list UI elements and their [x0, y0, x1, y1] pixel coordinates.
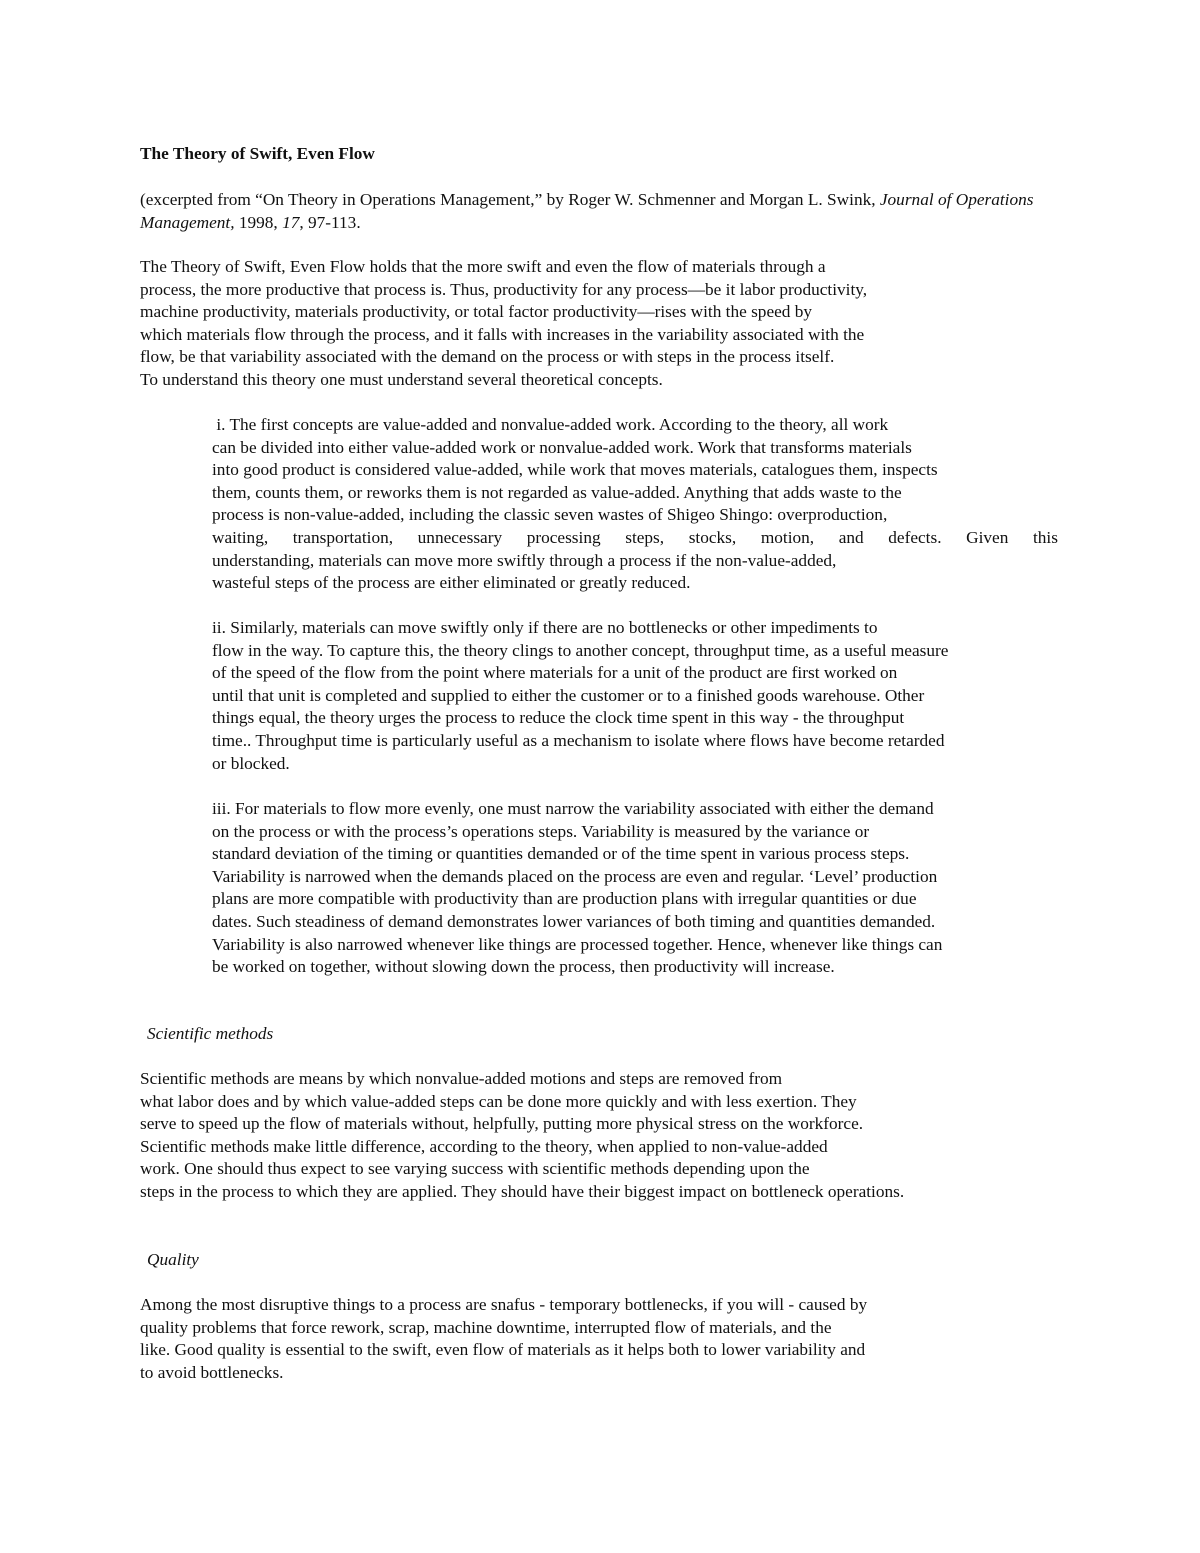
concept-iii-paragraph — [212, 798, 942, 979]
intro-line: To understand this theory one must understand several theoretical concepts. — [140, 369, 663, 389]
concept-i-justified-line — [212, 527, 1058, 550]
quality-line: to avoid bottlenecks. — [140, 1362, 284, 1382]
citation-prefix: (excerpted from “On Theory in Operations Management,” by Roger W. Schmenner and Morgan L. Swink, — [140, 190, 880, 209]
citation — [140, 189, 1070, 234]
scientific-line: Scientific methods make little difference, according to the theory, when applied to non-value-added — [140, 1136, 828, 1156]
concept-iii-line: Variability is narrowed when the demands placed on the process are even and regular. ‘Level’ production — [212, 866, 938, 886]
scientific-line: what labor does and by which value-added steps can be done more quickly and with less exertion. They — [140, 1091, 857, 1111]
quality-line: quality problems that force rework, scrap, machine downtime, interrupted flow of materials, and the — [140, 1317, 832, 1337]
scientific-line: Scientific methods are means by which nonvalue-added motions and steps are removed from — [140, 1069, 783, 1088]
scientific-line: steps in the process to which they are applied. They should have their biggest impact on bottleneck operations. — [140, 1181, 905, 1201]
concept-ii-line: flow in the way. To capture this, the theory clings to another concept, throughput time, as a useful measure — [212, 640, 949, 660]
quality-line: like. Good quality is essential to the swift, even flow of materials as it helps both to lower variability and — [140, 1340, 866, 1360]
scientific-line: serve to speed up the flow of materials without, helpfully, putting more physical stress on the workforce. — [140, 1114, 864, 1134]
concept-iii-line: plans are more compatible with productivity than are production plans with irregular quantities or due — [212, 889, 917, 909]
concept-i-line: can be divided into either value-added work or nonvalue-added work. Work that transforms materials — [212, 437, 912, 457]
concept-i-line: into good product is considered value-added, while work that moves materials, catalogues them, inspects — [212, 460, 938, 480]
concept-ii-line: of the speed of the flow from the point where materials for a unit of the product are first worked on — [212, 663, 898, 683]
intro-line: which materials flow through the process, and it falls with increases in the variability associated with the — [140, 324, 865, 344]
concept-i-line: i. The first concepts are value-added and nonvalue-added work. According to the theory, all work — [212, 415, 889, 434]
scientific-methods-heading: Scientific methods — [147, 1024, 274, 1043]
concept-i-paragraph — [212, 414, 1058, 595]
quality-heading: Quality — [147, 1250, 199, 1269]
justified-word: and — [838, 527, 864, 547]
citation-journal: Journal of Operations Management, — [140, 190, 1034, 232]
intro-line: machine productivity, materials productivity, or total factor productivity—rises with the speed by — [140, 302, 813, 322]
concept-i-line: understanding, materials can move more swiftly through a process if the non-value-added, — [212, 550, 837, 570]
concept-i-line: process is non-value-added, including the classic seven wastes of Shigeo Shingo: overproduction, — [212, 505, 888, 525]
justified-word: unnecessary — [417, 527, 503, 547]
concept-i-line: them, counts them, or reworks them is not regarded as value-added. Anything that adds waste to the — [212, 482, 902, 502]
intro-line: flow, be that variability associated with the demand on the process or with steps in the process itself. — [140, 347, 835, 367]
concept-iii-line: Variability is also narrowed whenever like things are processed together. Hence, whenever like things can — [212, 934, 943, 954]
justified-word: processing — [526, 527, 601, 547]
justified-word: defects. — [888, 527, 942, 547]
citation-volume: 17 — [282, 212, 300, 232]
justified-word: stocks, — [688, 527, 737, 547]
citation-year: 1998, — [234, 212, 283, 232]
concept-ii-line: things equal, the theory urges the process to reduce the clock time spent in this way - the throughput — [212, 708, 905, 728]
scientific-line: work. One should thus expect to see varying success with scientific methods depending upon the — [140, 1159, 810, 1179]
citation-pages: , 97-113. — [299, 212, 361, 232]
scientific-methods-paragraph — [140, 1068, 904, 1204]
justified-word: motion, — [760, 527, 815, 547]
concept-ii-paragraph — [212, 617, 948, 775]
justified-word: steps, — [625, 527, 665, 547]
document-title: The Theory of Swift, Even Flow — [140, 144, 375, 163]
justified-word: waiting, — [212, 527, 269, 547]
justified-word: Given — [966, 527, 1009, 547]
concept-iii-line: standard deviation of the timing or quantities demanded or of the time spent in various process steps. — [212, 844, 910, 864]
concept-ii-line: ii. Similarly, materials can move swiftly only if there are no bottlenecks or other impediments to — [212, 618, 878, 637]
concept-ii-line: time.. Throughput time is particularly useful as a mechanism to isolate where flows have become retarded — [212, 730, 945, 750]
concept-ii-line: until that unit is completed and supplied to either the customer or to a finished goods warehouse. Other — [212, 685, 925, 705]
concept-iii-line: iii. For materials to flow more evenly, one must narrow the variability associated with either the demand — [212, 799, 934, 818]
concept-ii-line: or blocked. — [212, 753, 290, 773]
concept-iii-line: dates. Such steadiness of demand demonstrates lower variances of both timing and quantities demanded. — [212, 911, 936, 931]
concept-iii-line: on the process or with the process’s operations steps. Variability is measured by the variance or — [212, 821, 870, 841]
concept-iii-line: be worked on together, without slowing down the process, then productivity will increase. — [212, 957, 835, 977]
intro-paragraph — [140, 256, 867, 392]
intro-line: The Theory of Swift, Even Flow holds that the more swift and even the flow of materials through a — [140, 257, 826, 276]
justified-word: transportation, — [292, 527, 394, 547]
concept-i-line: wasteful steps of the process are either eliminated or greatly reduced. — [212, 573, 691, 593]
quality-paragraph — [140, 1294, 867, 1384]
intro-line: process, the more productive that process is. Thus, productivity for any process—be it labor productivity, — [140, 279, 868, 299]
quality-line: Among the most disruptive things to a process are snafus - temporary bottlenecks, if you will - caused by — [140, 1295, 868, 1314]
justified-word: this — [1032, 527, 1058, 547]
